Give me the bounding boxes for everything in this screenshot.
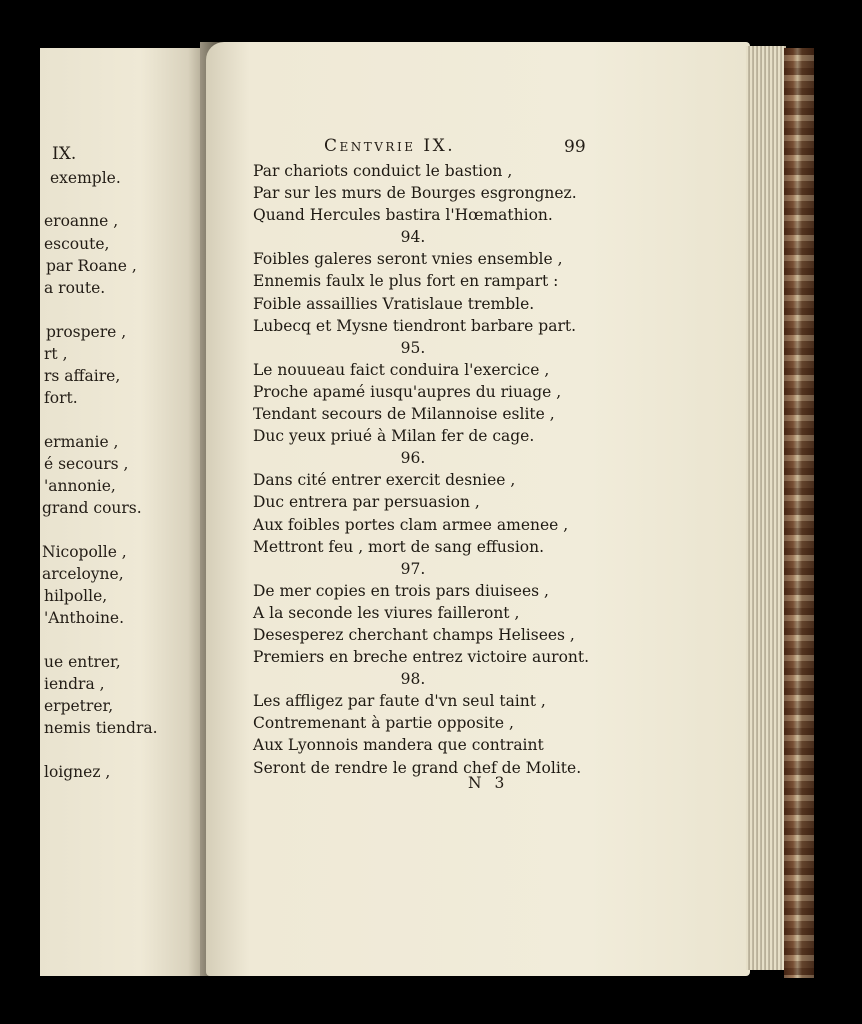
- left-line: rs affaire,: [44, 367, 121, 385]
- left-line: par Roane ,: [46, 257, 137, 275]
- left-line: a route.: [44, 279, 106, 297]
- verse-line: Mettront feu , mort de sang effusion.: [253, 537, 545, 556]
- verse-line: Ennemis faulx le plus fort en rampart :: [253, 272, 559, 291]
- left-line: rt ,: [44, 345, 68, 363]
- verse-line: Aux foibles portes clam armee amenee ,: [253, 515, 569, 534]
- left-line: 'annonie,: [44, 477, 116, 495]
- verse-line: Les affligez par faute d'vn seul taint ,: [253, 692, 546, 711]
- verse-line: Desesperez cherchant champs Helisees ,: [253, 625, 575, 644]
- quatrain-number: 96.: [400, 449, 426, 468]
- left-line: erpetrer,: [44, 697, 114, 715]
- verse-line: A la seconde les viures failleront ,: [253, 603, 520, 622]
- verse-line: Duc yeux priué à Milan fer de cage.: [253, 427, 535, 446]
- left-line: é secours ,: [44, 455, 129, 473]
- verse-line: Par sur les murs de Bourges esgrongnez.: [253, 184, 577, 203]
- right-page: [206, 42, 750, 976]
- verse-line: Foibles galeres seront vnies ensemble ,: [253, 250, 563, 269]
- quatrain-number: 97.: [400, 559, 426, 578]
- quatrain-number: 98.: [400, 670, 426, 689]
- verse-line: Premiers en breche entrez victoire auront.: [253, 648, 590, 667]
- verse-line: Tendant secours de Milannoise eslite ,: [253, 405, 555, 424]
- verse-line: Duc entrera par persuasion ,: [253, 493, 480, 512]
- left-line: nemis tiendra.: [44, 719, 158, 737]
- left-line: ermanie ,: [44, 433, 119, 451]
- left-running-title: IX.: [52, 144, 77, 164]
- verse-line: Dans cité entrer exercit desniee ,: [253, 471, 516, 490]
- left-line: loignez ,: [44, 763, 111, 781]
- signature-mark: N 3: [468, 774, 509, 792]
- left-line: grand cours.: [42, 499, 142, 517]
- left-line: iendra ,: [44, 675, 105, 693]
- left-line: Nicopolle ,: [42, 543, 127, 561]
- left-line: prospere ,: [46, 323, 127, 341]
- quatrain-number: 94.: [400, 228, 426, 247]
- verse-text: [253, 160, 743, 779]
- left-line: eroanne ,: [44, 212, 119, 230]
- page-edges: [746, 46, 786, 970]
- verse-line: Foible assaillies Vratislaue tremble.: [253, 294, 535, 313]
- page-number: 99: [564, 137, 586, 157]
- left-line: arceloyne,: [42, 565, 124, 583]
- left-line: hilpolle,: [44, 587, 108, 605]
- left-line: ue entrer,: [44, 653, 121, 671]
- quatrain-number: 95.: [400, 338, 426, 357]
- left-line: exemple.: [50, 169, 121, 187]
- left-line: escoute,: [44, 235, 110, 253]
- open-book: [40, 42, 820, 976]
- left-page: [40, 48, 208, 976]
- running-title: Centvrie IX.: [324, 136, 456, 156]
- verse-line: De mer copies en trois pars diuisees ,: [253, 581, 549, 600]
- verse-line: Le nouueau faict conduira l'exercice ,: [253, 360, 550, 379]
- verse-line: Aux Lyonnois mandera que contraint: [253, 736, 544, 755]
- verse-line: Lubecq et Mysne tiendront barbare part.: [253, 316, 577, 335]
- left-line: 'Anthoine.: [44, 609, 125, 627]
- verse-line: Proche apamé iusqu'aupres du riuage ,: [253, 382, 562, 401]
- verse-line: Contremenant à partie opposite ,: [253, 714, 514, 733]
- verse-line: Seront de rendre le grand chef de Molite.: [253, 758, 582, 777]
- left-line: fort.: [44, 389, 78, 407]
- verse-line: Par chariots conduict le bastion ,: [253, 162, 513, 180]
- verse-line: Quand Hercules bastira l'Hœmathion.: [253, 206, 553, 225]
- marbled-cover: [784, 48, 814, 978]
